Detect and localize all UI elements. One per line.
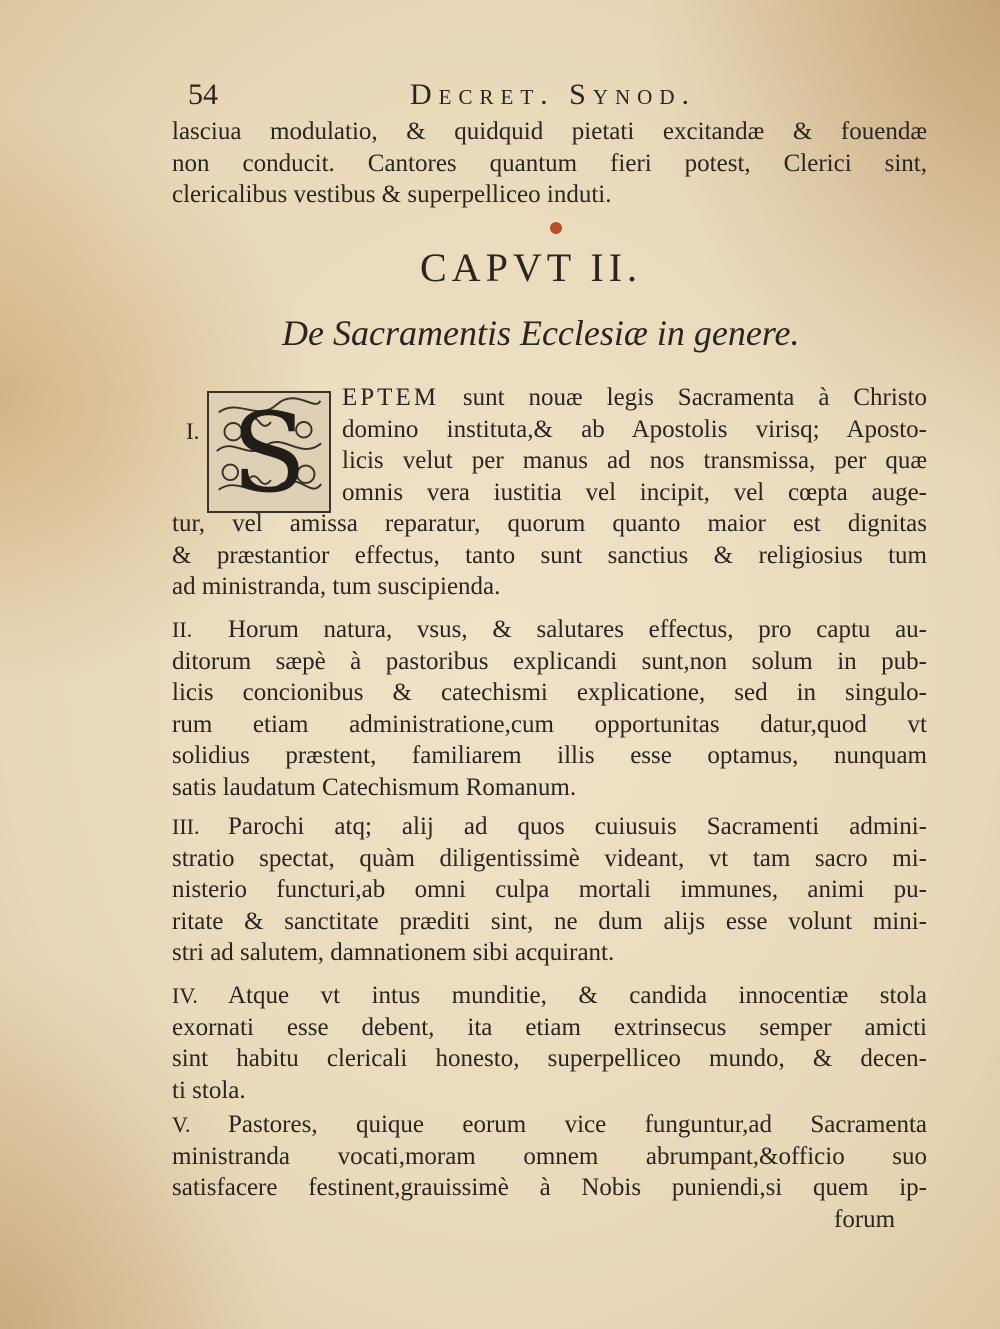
text-line: ti stola. xyxy=(172,1076,246,1104)
text-segment: Horum natura, vsus, & salutares effectus, pro captu au- xyxy=(228,616,927,643)
text-line: exornati esse debent, ita etiam extrinsecus semper amicti xyxy=(172,1013,927,1041)
paragraph-4 xyxy=(172,980,927,1106)
text-line: domino instituta,& ab Apostolis virisq; Aposto- xyxy=(342,415,927,443)
text-line: licis concionibus & catechismi explicatione, sed in singulo- xyxy=(172,679,927,706)
drop-cap-letter: S xyxy=(231,389,307,517)
text-segment: Parochi atq; alij ad quos cuiusuis Sacramenti admini- xyxy=(228,813,927,840)
running-head xyxy=(188,78,918,118)
text-line: sint habitu clericali honesto, superpelliceo mundo, & decen- xyxy=(172,1045,927,1072)
page-number: 54 xyxy=(188,78,218,111)
text-segment: sunt nouæ legis Sacramenta à Christo xyxy=(462,384,927,411)
text-line: ditorum sæpè à pastoribus explicandi sunt,non solum in pub- xyxy=(172,647,927,675)
first-word-smallcaps: EPTEM xyxy=(342,384,439,411)
text-line: rum etiam administratione,cum opportunitas datur,quod vt xyxy=(172,710,927,738)
paragraph-number: IV. xyxy=(172,983,198,1008)
text-segment: Atque vt intus munditie, & candida innocentiæ stola xyxy=(228,982,927,1009)
text-line xyxy=(172,1109,927,1141)
chapter-subtitle: De Sacramentis Ecclesiæ in genere. xyxy=(282,313,800,353)
text-line xyxy=(172,811,927,843)
paragraph-5 xyxy=(172,1109,927,1204)
paragraph-number: I. xyxy=(186,419,200,444)
paragraph-number: V. xyxy=(172,1112,191,1137)
catchword: forum xyxy=(834,1206,896,1233)
text-line xyxy=(172,382,927,414)
paragraph-2 xyxy=(172,614,927,803)
text-line: non conducit. Cantores quantum fieri potest, Clerici sint, xyxy=(172,149,927,177)
text-line: satisfacere festinent,grauissimè à Nobis puniendi,si quem ip- xyxy=(172,1174,927,1201)
paragraph-number: II. xyxy=(172,617,193,642)
text-line: nisterio functuri,ab omni culpa mortali immunes, animi pu- xyxy=(172,876,927,903)
paragraph-number: III. xyxy=(172,814,200,839)
text-line: lasciua modulatio, & quidquid pietati excitandæ & fouendæ xyxy=(172,118,927,145)
paragraph-1 xyxy=(172,382,927,603)
text-line xyxy=(172,614,927,646)
text-line: stri ad salutem, damnationem sibi acquirant. xyxy=(172,939,615,966)
text-line: omnis vera iustitia vel incipit, vel cœpta auge- xyxy=(342,478,927,506)
text-line xyxy=(172,980,927,1012)
text-segment: Pastores, quique eorum vice funguntur,ad Sacramenta xyxy=(228,1111,927,1138)
text-line: satis laudatum Catechismum Romanum. xyxy=(172,773,577,801)
text-line: solidius præstent, familiarem illis esse optamus, nunquam xyxy=(172,742,927,769)
chapter-heading: CAPVT II. xyxy=(420,245,643,290)
text-line: & præstantior effectus, tanto sunt sanctius & religiosius tum xyxy=(172,541,927,569)
text-line: clericalibus vestibus & superpelliceo induti. xyxy=(172,181,612,208)
first-word xyxy=(342,384,463,411)
ornament-dot xyxy=(550,222,562,234)
continuation-text xyxy=(172,116,927,211)
text-line: stratio spectat, quàm diligentissimè videant, vt tam sacro mi- xyxy=(172,844,927,872)
text-line: ad ministranda, tum suscipienda. xyxy=(172,573,501,600)
text-line: licis velut per manus ad nos transmissa, per quæ xyxy=(342,447,927,474)
text-line: ministranda vocati,moram omnem abrumpant,&officio suo xyxy=(172,1142,927,1170)
running-head-title: Decret. Synod. xyxy=(410,78,697,111)
paragraph-3 xyxy=(172,811,927,969)
text-line: tur, vel amissa reparatur, quorum quanto maior est dignitas xyxy=(172,510,927,537)
text-line: ritate & sanctitate præditi sint, ne dum alijs esse volunt mini- xyxy=(172,907,927,935)
